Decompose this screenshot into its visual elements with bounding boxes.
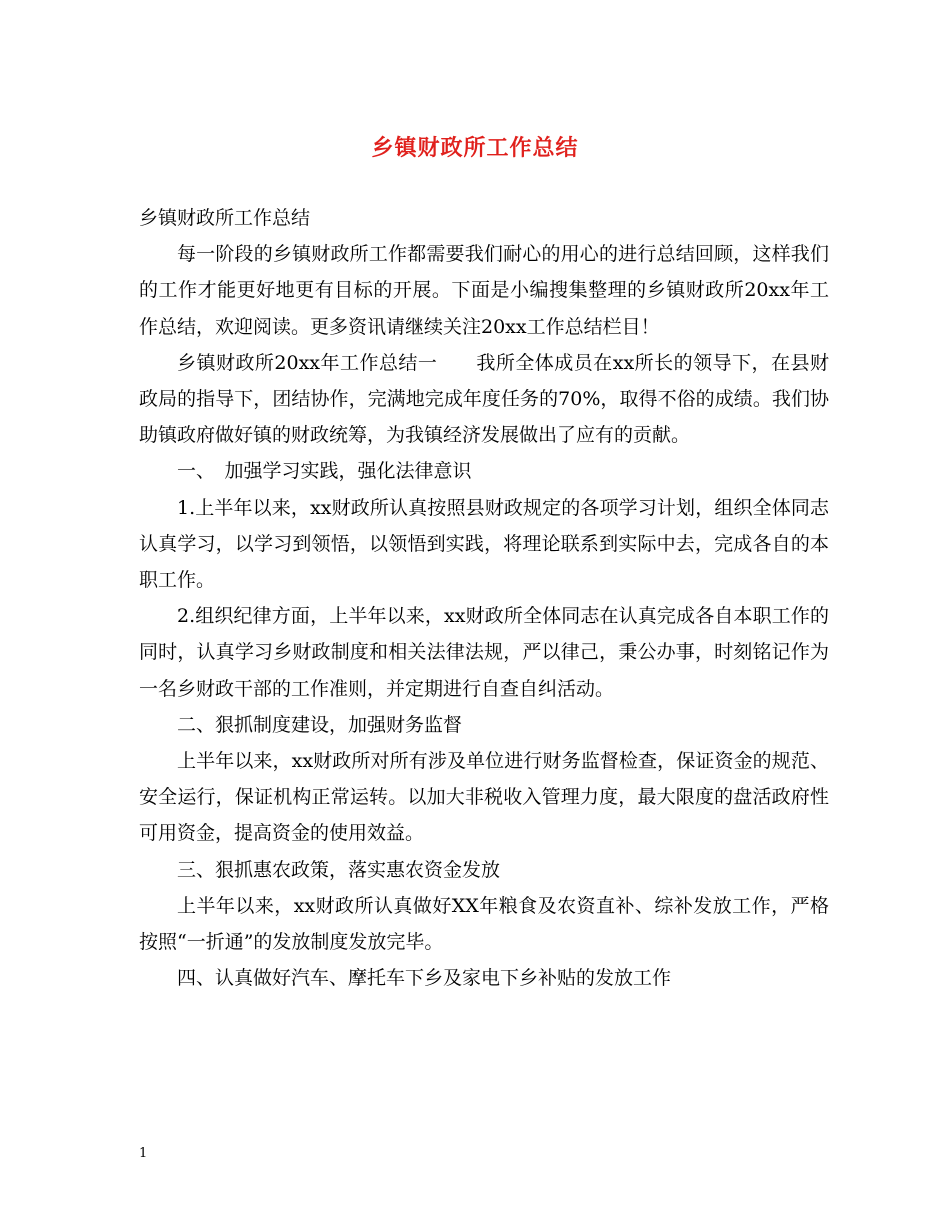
paragraph: 2.组织纪律方面，上半年以来，xx财政所全体同志在认真完成各自本职工作的同时，认真学习乡财政制度和相关法律法规，严以律己，秉公办事，时刻铭记作为一名乡财政干部的工作准则，并定期进行自查自纠活动。 <box>139 605 829 700</box>
section-heading: 四、认真做好汽车、摩托车下乡及家电下乡补贴的发放工作 <box>177 967 672 990</box>
section-heading: 二、狠抓制度建设，加强财务监督 <box>177 713 463 736</box>
document-body <box>139 200 829 996</box>
section-heading: 一、 加强学习实践，强化法律意识 <box>177 460 472 483</box>
paragraph: 上半年以来，xx财政所对所有涉及单位进行财务监督检查，保证资金的规范、安全运行，保证机构正常运转。以加大非税收入管理力度，最大限度的盘活政府性可用资金，提高资金的使用效益。 <box>139 750 829 845</box>
paragraph: 每一阶段的乡镇财政所工作都需要我们耐心的用心的进行总结回顾，这样我们的工作才能更好地更有目标的开展。下面是小编搜集整理的乡镇财政所20xx年工作总结，欢迎阅读。更多资讯请继续关注20xx工作总结栏目！ <box>139 243 829 338</box>
paragraph: 上半年以来，xx财政所认真做好XX年粮食及农资直补、综补发放工作，严格按照“一折通”的发放制度发放完毕。 <box>139 894 829 954</box>
paragraph: 乡镇财政所20xx年工作总结一 我所全体成员在xx所长的领导下，在县财政局的指导下，团结协作，完满地完成年度任务的70%，取得不俗的成绩。我们协助镇政府做好镇的财政统筹，为我镇经济发展做出了应有的贡献。 <box>139 351 829 447</box>
section-heading: 三、狠抓惠农政策，落实惠农资金发放 <box>177 858 501 881</box>
document-title: 乡镇财政所工作总结 <box>371 135 579 161</box>
page-number: 1 <box>139 1146 148 1161</box>
paragraph-heading: 乡镇财政所工作总结 <box>139 207 311 229</box>
paragraph: 1.上半年以来，xx财政所认真按照县财政规定的各项学习计划，组织全体同志认真学习，以学习到领悟，以领悟到实践，将理论联系到实际中去，完成各自的本职工作。 <box>139 496 829 592</box>
